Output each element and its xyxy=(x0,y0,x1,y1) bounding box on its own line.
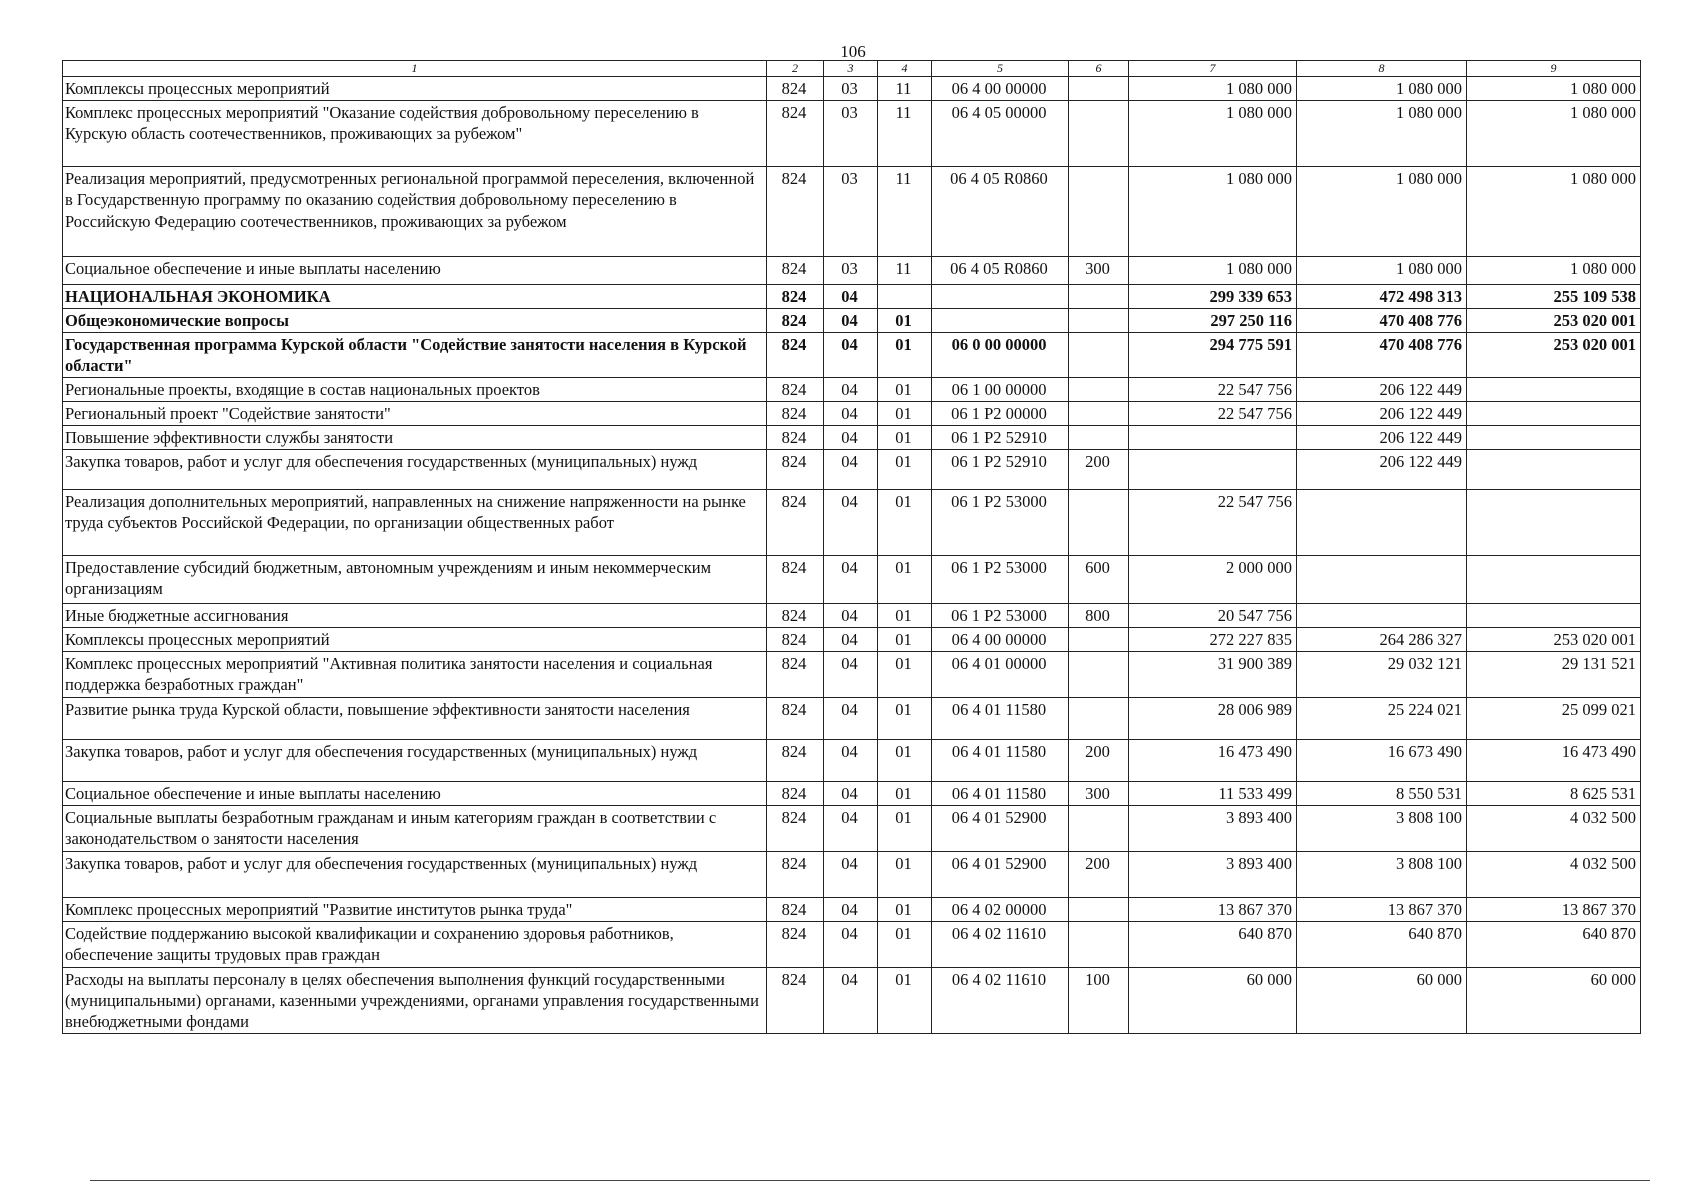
cell-code-target: 06 1 00 00000 xyxy=(932,377,1069,401)
cell-amount-col7: 16 473 490 xyxy=(1129,739,1297,781)
cell-amount-col9: 1 080 000 xyxy=(1467,167,1641,257)
cell-code-target: 06 4 01 00000 xyxy=(932,651,1069,697)
cell-amount-col7: 11 533 499 xyxy=(1129,781,1297,805)
table-row xyxy=(63,401,1641,425)
table-row xyxy=(63,257,1641,285)
cell-code-section: 03 xyxy=(824,77,878,101)
cell-code-section: 03 xyxy=(824,101,878,167)
table-row xyxy=(63,555,1641,603)
column-header: 8 xyxy=(1297,61,1467,77)
cell-amount-col7 xyxy=(1129,425,1297,449)
cell-code-admin: 824 xyxy=(767,697,824,739)
cell-code-expense-type xyxy=(1069,77,1129,101)
table-row xyxy=(63,425,1641,449)
cell-code-admin: 824 xyxy=(767,555,824,603)
cell-amount-col8: 1 080 000 xyxy=(1297,257,1467,285)
table-body xyxy=(63,77,1641,1033)
cell-code-expense-type: 200 xyxy=(1069,449,1129,489)
cell-name: Комплекс процессных мероприятий "Развитие институтов рынка труда" xyxy=(63,897,767,921)
cell-name: Реализация мероприятий, предусмотренных региональной программой переселения, включенной в Государственную программу по оказанию содействия добровольному переселению в Российскую Федерацию соотечественников, проживающих за рубежом xyxy=(63,167,767,257)
cell-amount-col9: 4 032 500 xyxy=(1467,805,1641,851)
cell-code-subsection: 01 xyxy=(878,851,932,897)
cell-code-expense-type xyxy=(1069,697,1129,739)
cell-code-target: 06 4 05 R0860 xyxy=(932,167,1069,257)
cell-code-target: 06 4 01 52900 xyxy=(932,805,1069,851)
cell-amount-col8: 3 808 100 xyxy=(1297,851,1467,897)
cell-code-section: 04 xyxy=(824,333,878,377)
cell-amount-col9: 253 020 001 xyxy=(1467,627,1641,651)
cell-code-target: 06 4 01 11580 xyxy=(932,697,1069,739)
cell-code-subsection: 01 xyxy=(878,921,932,967)
cell-amount-col8 xyxy=(1297,555,1467,603)
cell-code-section: 04 xyxy=(824,449,878,489)
table-row xyxy=(63,285,1641,309)
cell-name: Общеэкономические вопросы xyxy=(63,309,767,333)
cell-code-admin: 824 xyxy=(767,77,824,101)
cell-code-expense-type: 200 xyxy=(1069,739,1129,781)
cell-name: Реализация дополнительных мероприятий, направленных на снижение напряженности на рынке труда субъектов Российской Федерации, по организации общественных работ xyxy=(63,489,767,555)
cell-code-subsection xyxy=(878,285,932,309)
cell-code-expense-type xyxy=(1069,921,1129,967)
cell-code-subsection: 01 xyxy=(878,425,932,449)
cell-amount-col7: 1 080 000 xyxy=(1129,167,1297,257)
cell-code-target: 06 4 01 11580 xyxy=(932,739,1069,781)
cell-name: Комплексы процессных мероприятий xyxy=(63,77,767,101)
cell-code-expense-type xyxy=(1069,167,1129,257)
table-row xyxy=(63,309,1641,333)
column-header: 4 xyxy=(878,61,932,77)
table-row xyxy=(63,921,1641,967)
cell-amount-col8: 206 122 449 xyxy=(1297,401,1467,425)
table-row xyxy=(63,739,1641,781)
cell-amount-col8: 640 870 xyxy=(1297,921,1467,967)
cell-amount-col9 xyxy=(1467,449,1641,489)
cell-amount-col7: 272 227 835 xyxy=(1129,627,1297,651)
cell-name: Иные бюджетные ассигнования xyxy=(63,603,767,627)
cell-code-target: 06 1 P2 00000 xyxy=(932,401,1069,425)
column-header: 5 xyxy=(932,61,1069,77)
cell-name: НАЦИОНАЛЬНАЯ ЭКОНОМИКА xyxy=(63,285,767,309)
cell-name: Комплекс процессных мероприятий "Активная политика занятости населения и социальная поддержка безработных граждан" xyxy=(63,651,767,697)
cell-amount-col8: 60 000 xyxy=(1297,967,1467,1033)
cell-amount-col8: 470 408 776 xyxy=(1297,309,1467,333)
cell-amount-col7: 297 250 116 xyxy=(1129,309,1297,333)
cell-code-admin: 824 xyxy=(767,781,824,805)
cell-code-expense-type: 200 xyxy=(1069,851,1129,897)
cell-amount-col8: 264 286 327 xyxy=(1297,627,1467,651)
table-row xyxy=(63,449,1641,489)
cell-amount-col8: 1 080 000 xyxy=(1297,77,1467,101)
cell-code-subsection: 01 xyxy=(878,805,932,851)
cell-amount-col9 xyxy=(1467,555,1641,603)
cell-code-expense-type xyxy=(1069,651,1129,697)
cell-code-admin: 824 xyxy=(767,333,824,377)
cell-code-admin: 824 xyxy=(767,851,824,897)
column-header: 2 xyxy=(767,61,824,77)
table-row xyxy=(63,167,1641,257)
cell-code-admin: 824 xyxy=(767,257,824,285)
cell-amount-col9: 253 020 001 xyxy=(1467,309,1641,333)
cell-code-subsection: 01 xyxy=(878,651,932,697)
cell-code-subsection: 01 xyxy=(878,781,932,805)
cell-code-expense-type: 800 xyxy=(1069,603,1129,627)
table-row xyxy=(63,805,1641,851)
cell-code-section: 03 xyxy=(824,257,878,285)
cell-amount-col8: 206 122 449 xyxy=(1297,377,1467,401)
cell-amount-col8: 16 673 490 xyxy=(1297,739,1467,781)
table-row xyxy=(63,377,1641,401)
cell-amount-col9: 8 625 531 xyxy=(1467,781,1641,805)
cell-code-admin: 824 xyxy=(767,739,824,781)
cell-amount-col7: 1 080 000 xyxy=(1129,77,1297,101)
column-header: 9 xyxy=(1467,61,1641,77)
table-row xyxy=(63,697,1641,739)
cell-code-admin: 824 xyxy=(767,967,824,1033)
cell-code-target: 06 4 05 00000 xyxy=(932,101,1069,167)
cell-code-expense-type xyxy=(1069,309,1129,333)
cell-code-subsection: 11 xyxy=(878,101,932,167)
footer-divider xyxy=(90,1180,1650,1181)
cell-code-section: 04 xyxy=(824,651,878,697)
table-row xyxy=(63,603,1641,627)
column-header: 3 xyxy=(824,61,878,77)
cell-code-admin: 824 xyxy=(767,603,824,627)
cell-code-admin: 824 xyxy=(767,921,824,967)
cell-amount-col8: 1 080 000 xyxy=(1297,167,1467,257)
cell-code-section: 04 xyxy=(824,489,878,555)
cell-amount-col9 xyxy=(1467,489,1641,555)
cell-code-admin: 824 xyxy=(767,167,824,257)
column-header: 1 xyxy=(63,61,767,77)
cell-code-subsection: 01 xyxy=(878,377,932,401)
cell-code-target: 06 4 01 11580 xyxy=(932,781,1069,805)
cell-amount-col9 xyxy=(1467,603,1641,627)
cell-amount-col7 xyxy=(1129,449,1297,489)
cell-amount-col8: 13 867 370 xyxy=(1297,897,1467,921)
column-header: 7 xyxy=(1129,61,1297,77)
cell-code-admin: 824 xyxy=(767,805,824,851)
cell-code-subsection: 11 xyxy=(878,167,932,257)
cell-code-subsection: 01 xyxy=(878,449,932,489)
cell-amount-col9: 13 867 370 xyxy=(1467,897,1641,921)
cell-amount-col8: 29 032 121 xyxy=(1297,651,1467,697)
cell-amount-col8: 472 498 313 xyxy=(1297,285,1467,309)
cell-code-target xyxy=(932,285,1069,309)
cell-name: Социальное обеспечение и иные выплаты населению xyxy=(63,257,767,285)
table-row xyxy=(63,489,1641,555)
cell-amount-col7: 20 547 756 xyxy=(1129,603,1297,627)
cell-name: Региональные проекты, входящие в состав национальных проектов xyxy=(63,377,767,401)
cell-code-expense-type: 300 xyxy=(1069,257,1129,285)
cell-amount-col9: 1 080 000 xyxy=(1467,77,1641,101)
cell-amount-col9 xyxy=(1467,377,1641,401)
cell-code-expense-type: 100 xyxy=(1069,967,1129,1033)
cell-amount-col9: 255 109 538 xyxy=(1467,285,1641,309)
cell-amount-col9: 640 870 xyxy=(1467,921,1641,967)
cell-code-subsection: 11 xyxy=(878,257,932,285)
cell-code-admin: 824 xyxy=(767,897,824,921)
cell-code-subsection: 01 xyxy=(878,603,932,627)
cell-code-subsection: 01 xyxy=(878,967,932,1033)
table-row xyxy=(63,967,1641,1033)
cell-amount-col8: 206 122 449 xyxy=(1297,425,1467,449)
cell-code-admin: 824 xyxy=(767,285,824,309)
cell-amount-col7: 60 000 xyxy=(1129,967,1297,1033)
table-row xyxy=(63,101,1641,167)
cell-amount-col9: 1 080 000 xyxy=(1467,257,1641,285)
cell-code-subsection: 01 xyxy=(878,333,932,377)
table-row xyxy=(63,781,1641,805)
cell-code-subsection: 01 xyxy=(878,555,932,603)
cell-code-target: 06 1 P2 52910 xyxy=(932,449,1069,489)
cell-code-expense-type xyxy=(1069,897,1129,921)
cell-code-admin: 824 xyxy=(767,309,824,333)
cell-name: Расходы на выплаты персоналу в целях обеспечения выполнения функций государственными (муниципальными) органами, казенными учреждениями, органами управления государственными внебюджетными фондами xyxy=(63,967,767,1033)
cell-code-target: 06 1 P2 53000 xyxy=(932,603,1069,627)
cell-code-subsection: 01 xyxy=(878,627,932,651)
cell-code-admin: 824 xyxy=(767,489,824,555)
cell-name: Повышение эффективности службы занятости xyxy=(63,425,767,449)
cell-amount-col8: 1 080 000 xyxy=(1297,101,1467,167)
cell-code-section: 04 xyxy=(824,627,878,651)
cell-code-section: 04 xyxy=(824,603,878,627)
cell-name: Региональный проект "Содействие занятости" xyxy=(63,401,767,425)
cell-code-target: 06 4 02 11610 xyxy=(932,921,1069,967)
cell-name: Комплекс процессных мероприятий "Оказание содействия добровольному переселению в Курскую область соотечественников, проживающих за рубежом" xyxy=(63,101,767,167)
cell-code-section: 04 xyxy=(824,967,878,1033)
cell-code-admin: 824 xyxy=(767,651,824,697)
cell-amount-col7: 13 867 370 xyxy=(1129,897,1297,921)
cell-amount-col8 xyxy=(1297,489,1467,555)
column-header: 6 xyxy=(1069,61,1129,77)
cell-code-expense-type xyxy=(1069,333,1129,377)
cell-code-expense-type xyxy=(1069,285,1129,309)
cell-code-admin: 824 xyxy=(767,377,824,401)
cell-code-section: 04 xyxy=(824,377,878,401)
cell-code-target: 06 0 00 00000 xyxy=(932,333,1069,377)
cell-code-admin: 824 xyxy=(767,401,824,425)
table-row xyxy=(63,851,1641,897)
cell-amount-col7: 299 339 653 xyxy=(1129,285,1297,309)
cell-code-target: 06 4 02 00000 xyxy=(932,897,1069,921)
cell-code-expense-type xyxy=(1069,101,1129,167)
cell-code-subsection: 01 xyxy=(878,739,932,781)
cell-amount-col9: 29 131 521 xyxy=(1467,651,1641,697)
cell-name: Государственная программа Курской области "Содействие занятости населения в Курской области" xyxy=(63,333,767,377)
cell-name: Закупка товаров, работ и услуг для обеспечения государственных (муниципальных) нужд xyxy=(63,739,767,781)
cell-amount-col7: 22 547 756 xyxy=(1129,489,1297,555)
cell-code-target: 06 4 02 11610 xyxy=(932,967,1069,1033)
cell-name: Предоставление субсидий бюджетным, автономным учреждениям и иным некоммерческим организациям xyxy=(63,555,767,603)
cell-amount-col7: 22 547 756 xyxy=(1129,401,1297,425)
cell-code-target xyxy=(932,309,1069,333)
cell-code-target: 06 4 00 00000 xyxy=(932,627,1069,651)
cell-code-section: 04 xyxy=(824,739,878,781)
cell-amount-col9 xyxy=(1467,401,1641,425)
cell-code-expense-type: 300 xyxy=(1069,781,1129,805)
cell-amount-col8: 8 550 531 xyxy=(1297,781,1467,805)
cell-code-section: 04 xyxy=(824,897,878,921)
cell-amount-col8: 3 808 100 xyxy=(1297,805,1467,851)
cell-name: Социальные выплаты безработным гражданам и иным категориям граждан в соответствии с законодательством о занятости населения xyxy=(63,805,767,851)
table-row xyxy=(63,627,1641,651)
cell-code-section: 04 xyxy=(824,401,878,425)
cell-code-subsection: 01 xyxy=(878,489,932,555)
cell-name: Закупка товаров, работ и услуг для обеспечения государственных (муниципальных) нужд xyxy=(63,449,767,489)
cell-code-target: 06 4 00 00000 xyxy=(932,77,1069,101)
cell-code-subsection: 01 xyxy=(878,897,932,921)
cell-name: Социальное обеспечение и иные выплаты населению xyxy=(63,781,767,805)
cell-amount-col8 xyxy=(1297,603,1467,627)
cell-amount-col7: 31 900 389 xyxy=(1129,651,1297,697)
table-row xyxy=(63,333,1641,377)
cell-code-section: 03 xyxy=(824,167,878,257)
cell-code-expense-type: 600 xyxy=(1069,555,1129,603)
table-row xyxy=(63,651,1641,697)
cell-code-section: 04 xyxy=(824,697,878,739)
cell-amount-col8: 25 224 021 xyxy=(1297,697,1467,739)
cell-code-expense-type xyxy=(1069,377,1129,401)
cell-code-expense-type xyxy=(1069,401,1129,425)
cell-amount-col7: 28 006 989 xyxy=(1129,697,1297,739)
cell-code-admin: 824 xyxy=(767,627,824,651)
cell-code-subsection: 01 xyxy=(878,309,932,333)
cell-code-section: 04 xyxy=(824,805,878,851)
cell-code-expense-type xyxy=(1069,425,1129,449)
cell-code-expense-type xyxy=(1069,627,1129,651)
cell-code-target: 06 1 P2 52910 xyxy=(932,425,1069,449)
cell-amount-col8: 470 408 776 xyxy=(1297,333,1467,377)
cell-code-section: 04 xyxy=(824,309,878,333)
cell-code-admin: 824 xyxy=(767,425,824,449)
cell-name: Закупка товаров, работ и услуг для обеспечения государственных (муниципальных) нужд xyxy=(63,851,767,897)
cell-amount-col9: 1 080 000 xyxy=(1467,101,1641,167)
cell-code-section: 04 xyxy=(824,555,878,603)
table-header-row xyxy=(63,61,1641,77)
cell-code-target: 06 1 P2 53000 xyxy=(932,555,1069,603)
cell-amount-col7: 3 893 400 xyxy=(1129,851,1297,897)
cell-code-admin: 824 xyxy=(767,101,824,167)
cell-amount-col9 xyxy=(1467,425,1641,449)
table-row xyxy=(63,77,1641,101)
cell-amount-col7: 1 080 000 xyxy=(1129,101,1297,167)
cell-code-subsection: 01 xyxy=(878,697,932,739)
cell-amount-col9: 25 099 021 xyxy=(1467,697,1641,739)
cell-code-section: 04 xyxy=(824,781,878,805)
cell-amount-col7: 1 080 000 xyxy=(1129,257,1297,285)
cell-amount-col9: 4 032 500 xyxy=(1467,851,1641,897)
cell-amount-col7: 3 893 400 xyxy=(1129,805,1297,851)
cell-code-admin: 824 xyxy=(767,449,824,489)
cell-code-expense-type xyxy=(1069,805,1129,851)
cell-code-expense-type xyxy=(1069,489,1129,555)
cell-amount-col7: 640 870 xyxy=(1129,921,1297,967)
cell-name: Комплексы процессных мероприятий xyxy=(63,627,767,651)
cell-name: Развитие рынка труда Курской области, повышение эффективности занятости населения xyxy=(63,697,767,739)
cell-code-section: 04 xyxy=(824,921,878,967)
cell-amount-col7: 294 775 591 xyxy=(1129,333,1297,377)
cell-code-target: 06 4 01 52900 xyxy=(932,851,1069,897)
cell-code-section: 04 xyxy=(824,851,878,897)
cell-amount-col9: 253 020 001 xyxy=(1467,333,1641,377)
cell-code-section: 04 xyxy=(824,425,878,449)
cell-amount-col8: 206 122 449 xyxy=(1297,449,1467,489)
budget-table xyxy=(62,60,1641,1034)
cell-name: Содействие поддержанию высокой квалификации и сохранению здоровья работников, обеспечение защиты трудовых прав граждан xyxy=(63,921,767,967)
cell-code-target: 06 1 P2 53000 xyxy=(932,489,1069,555)
table-row xyxy=(63,897,1641,921)
cell-code-subsection: 01 xyxy=(878,401,932,425)
cell-amount-col7: 2 000 000 xyxy=(1129,555,1297,603)
cell-code-target: 06 4 05 R0860 xyxy=(932,257,1069,285)
page-number: 106 xyxy=(840,42,866,61)
cell-amount-col7: 22 547 756 xyxy=(1129,377,1297,401)
cell-amount-col9: 16 473 490 xyxy=(1467,739,1641,781)
cell-code-subsection: 11 xyxy=(878,77,932,101)
cell-amount-col9: 60 000 xyxy=(1467,967,1641,1033)
cell-code-section: 04 xyxy=(824,285,878,309)
